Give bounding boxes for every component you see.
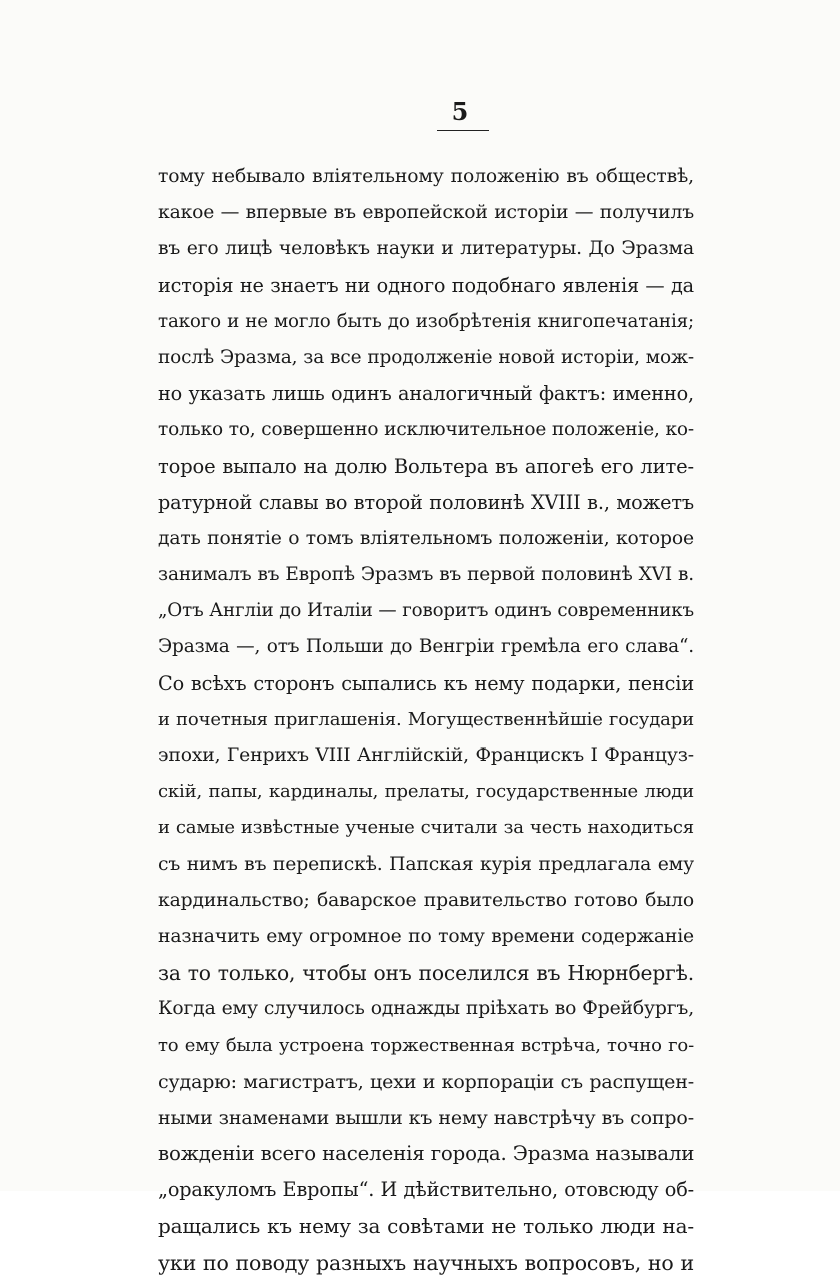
text-line: за то только, чтобы онъ поселился въ Нюрнбергѣ. — [158, 961, 694, 986]
text-line: занималъ въ Европѣ Эразмъ въ первой половинѣ XVI в. — [158, 564, 694, 586]
text-line: какое — впервые въ европейской исторіи — получилъ — [158, 202, 694, 224]
page-number-rule — [437, 130, 489, 131]
text-line: „Отъ Англіи до Италіи — говоритъ одинъ современникъ — [158, 600, 694, 622]
text-line: Эразма —, отъ Польши до Венгріи гремѣла его слава“. — [158, 636, 694, 658]
text-line: ратурной славы во второй половинѣ XVIII в., можетъ — [158, 490, 694, 514]
text-line: послѣ Эразма, за все продолженіе новой исторіи, мож- — [158, 346, 694, 368]
page-number: 5 — [451, 97, 469, 126]
body-text — [158, 159, 694, 1281]
text-line: уки по поводу разныхъ научныхъ вопросовъ, но и — [158, 1250, 694, 1275]
text-line: скій, папы, кардиналы, прелаты, государственные люди — [158, 781, 694, 803]
text-line: эпохи, Генрихъ VIII Англійскій, Францискъ I Француз- — [158, 745, 694, 766]
text-line: торое выпало на долю Вольтера въ апогеѣ его лите- — [158, 454, 694, 478]
text-line: въ его лицѣ человѣкъ науки и литературы. До Эразма — [158, 238, 694, 260]
text-line: дать понятіе о томъ вліятельномъ положеніи, которое — [158, 527, 694, 549]
text-line: съ нимъ въ перепискѣ. Папская курія предлагала ему — [158, 853, 694, 875]
text-line: „оракуломъ Европы“. И дѣйствительно, отовсюду об- — [158, 1178, 694, 1202]
text-line: кардинальство; баварское правительство готово было — [158, 889, 694, 911]
text-line: то ему была устроена торжественная встрѣча, точно го- — [158, 1034, 694, 1056]
text-line: тому небывало вліятельному положенію въ обществѣ, — [158, 166, 694, 187]
text-line: и самые извѣстные ученые считали за честь находиться — [158, 817, 694, 839]
text-line: вожденіи всего населенія города. Эразма называли — [158, 1142, 695, 1166]
text-line: назначить ему огромное по тому времени содержаніе — [158, 925, 694, 947]
text-line: но указать лишь одинъ аналогичный фактъ: именно, — [158, 382, 694, 406]
text-line: исторія не знаетъ ни одного подобнаго явленія — да — [158, 273, 694, 297]
text-line: такого и не могло быть до изобрѣтенія книгопечатанія; — [158, 310, 694, 332]
text-line: только то, совершенно исключительное положеніе, ко- — [158, 419, 695, 441]
text-line: Со всѣхъ сторонъ сыпались къ нему подарки, пенсіи — [158, 671, 694, 695]
text-line: сударю: магистратъ, цехи и корпораціи съ распущен- — [158, 1070, 694, 1093]
text-line: ращались къ нему за совѣтами не только люди на- — [158, 1214, 694, 1239]
text-line: ными знаменами вышли къ нему навстрѣчу въ сопро- — [158, 1106, 694, 1129]
text-line: Когда ему случилось однажды пріѣхать во Фрейбургъ, — [158, 998, 694, 1020]
text-line: и почетныя приглашенія. Могущественнѣйшіе государи — [158, 708, 694, 730]
